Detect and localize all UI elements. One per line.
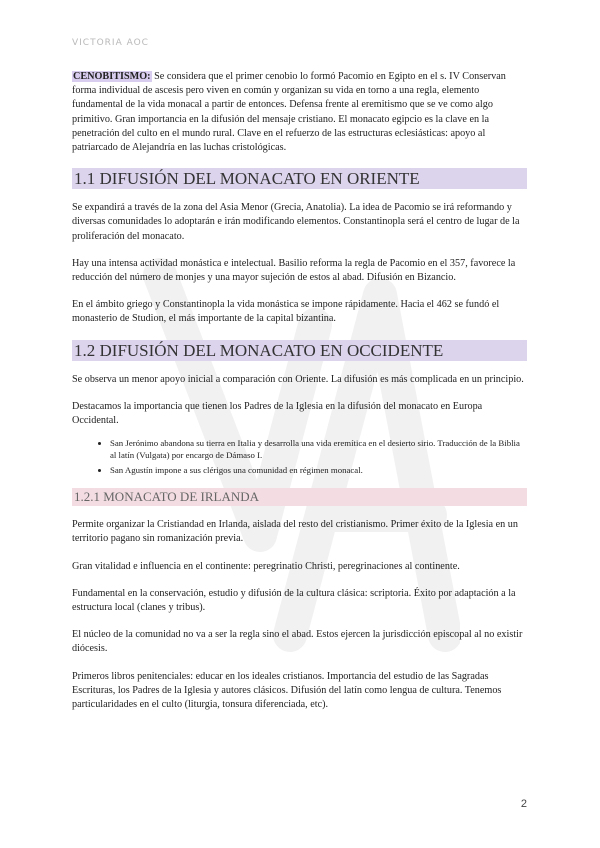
heading-irlanda: 1.2.1 MONACATO DE IRLANDA	[72, 488, 527, 506]
intro-paragraph	[72, 70, 527, 155]
paragraph: Se expandirá a través de la zona del Asia Menor (Grecia, Anatolia). La idea de Pacomio se irá reformando y diversas comunidades lo adoptarán e irán modificando elementos. Constantinopla será el centro de lugar de la proliferación del monacato.	[72, 202, 520, 242]
page-number: 2	[520, 798, 527, 810]
document-header-author: VICTORIA AOC	[72, 38, 149, 48]
document-body	[72, 70, 527, 725]
paragraph: Gran vitalidad e influencia en el continente: peregrinatio Christi, peregrinaciones al continente.	[72, 560, 460, 572]
intro-text: Se considera que el primer cenobio lo formó Pacomio en Egipto en el s. IV Conservan forma individual de ascesis pero viven en común y organizan su vida en torno a una regla, elemento fundamental de la vida monacal a partir de entonces. Defensa frente al eremitismo que se ve como algo primitivo. Gran importancia en la difusión del mensaje cristiano. El monacato egipcio es la clave en la penetración del culto en el mundo rural. Clave en el refuerzo de las estructuras eclesiásticas: apoyo al patriarcado de Alejandría en las luchas cristológicas.	[72, 71, 506, 154]
paragraph: Se observa un menor apoyo inicial a comparación con Oriente. La difusión es más complicada en un principio.	[72, 373, 524, 385]
intro-lead-term: CENOBITISMO:	[73, 71, 151, 82]
paragraph: Hay una intensa actividad monástica e intelectual. Basilio reforma la regla de Pacomio en el 357, favorece la reducción del número de monjes y una mayor sujeción de estos al abad. Difusión en Bizancio.	[72, 257, 516, 284]
bullet-list	[72, 437, 527, 476]
heading-oriente: 1.1 DIFUSIÓN DEL MONACATO EN ORIENTE	[72, 168, 527, 189]
paragraph: Primeros libros penitenciales: educar en los ideales cristianos. Importancia del estudio de las Sagradas Escrituras, los Padres de la Iglesia y autores clásicos. Difusión del latín como lengua de cultura. Tenemos particularidades en el culto (liturgia, tonsura diferenciada, etc).	[72, 670, 502, 711]
paragraph: Fundamental en la conservación, estudio y difusión de la cultura clásica: scriptoria. Éxito por adaptación a la estructura local (clanes y tribus).	[72, 587, 516, 614]
paragraph: Destacamos la importancia que tienen los Padres de la Iglesia en la difusión del monacato en Europa Occidental.	[72, 400, 483, 427]
list-item: • San Agustín impone a sus clérigos una comunidad en régimen monacal.	[110, 464, 527, 476]
list-item: • San Jerónimo abandona su tierra en Italia y desarrolla una vida eremítica en el desierto sirio. Traducción de la Biblia al latín (Vulgata) por encargo de Dámaso I.	[110, 437, 527, 461]
heading-occidente: 1.2 DIFUSIÓN DEL MONACATO EN OCCIDENTE	[72, 340, 527, 361]
paragraph: Permite organizar la Cristiandad en Irlanda, aislada del resto del cristianismo. Primer éxito de la Iglesia en un territorio pagano sin romanización previa.	[72, 519, 518, 545]
paragraph: En el ámbito griego y Constantinopla la vida monástica se impone rápidamente. Hacia el 462 se fundó el monasterio de Studion, el más importante de la capital bizantina.	[72, 299, 500, 325]
paragraph: El núcleo de la comunidad no va a ser la regla sino el abad. Estos ejercen la jurisdicción episcopal al no existir diócesis.	[72, 629, 523, 655]
